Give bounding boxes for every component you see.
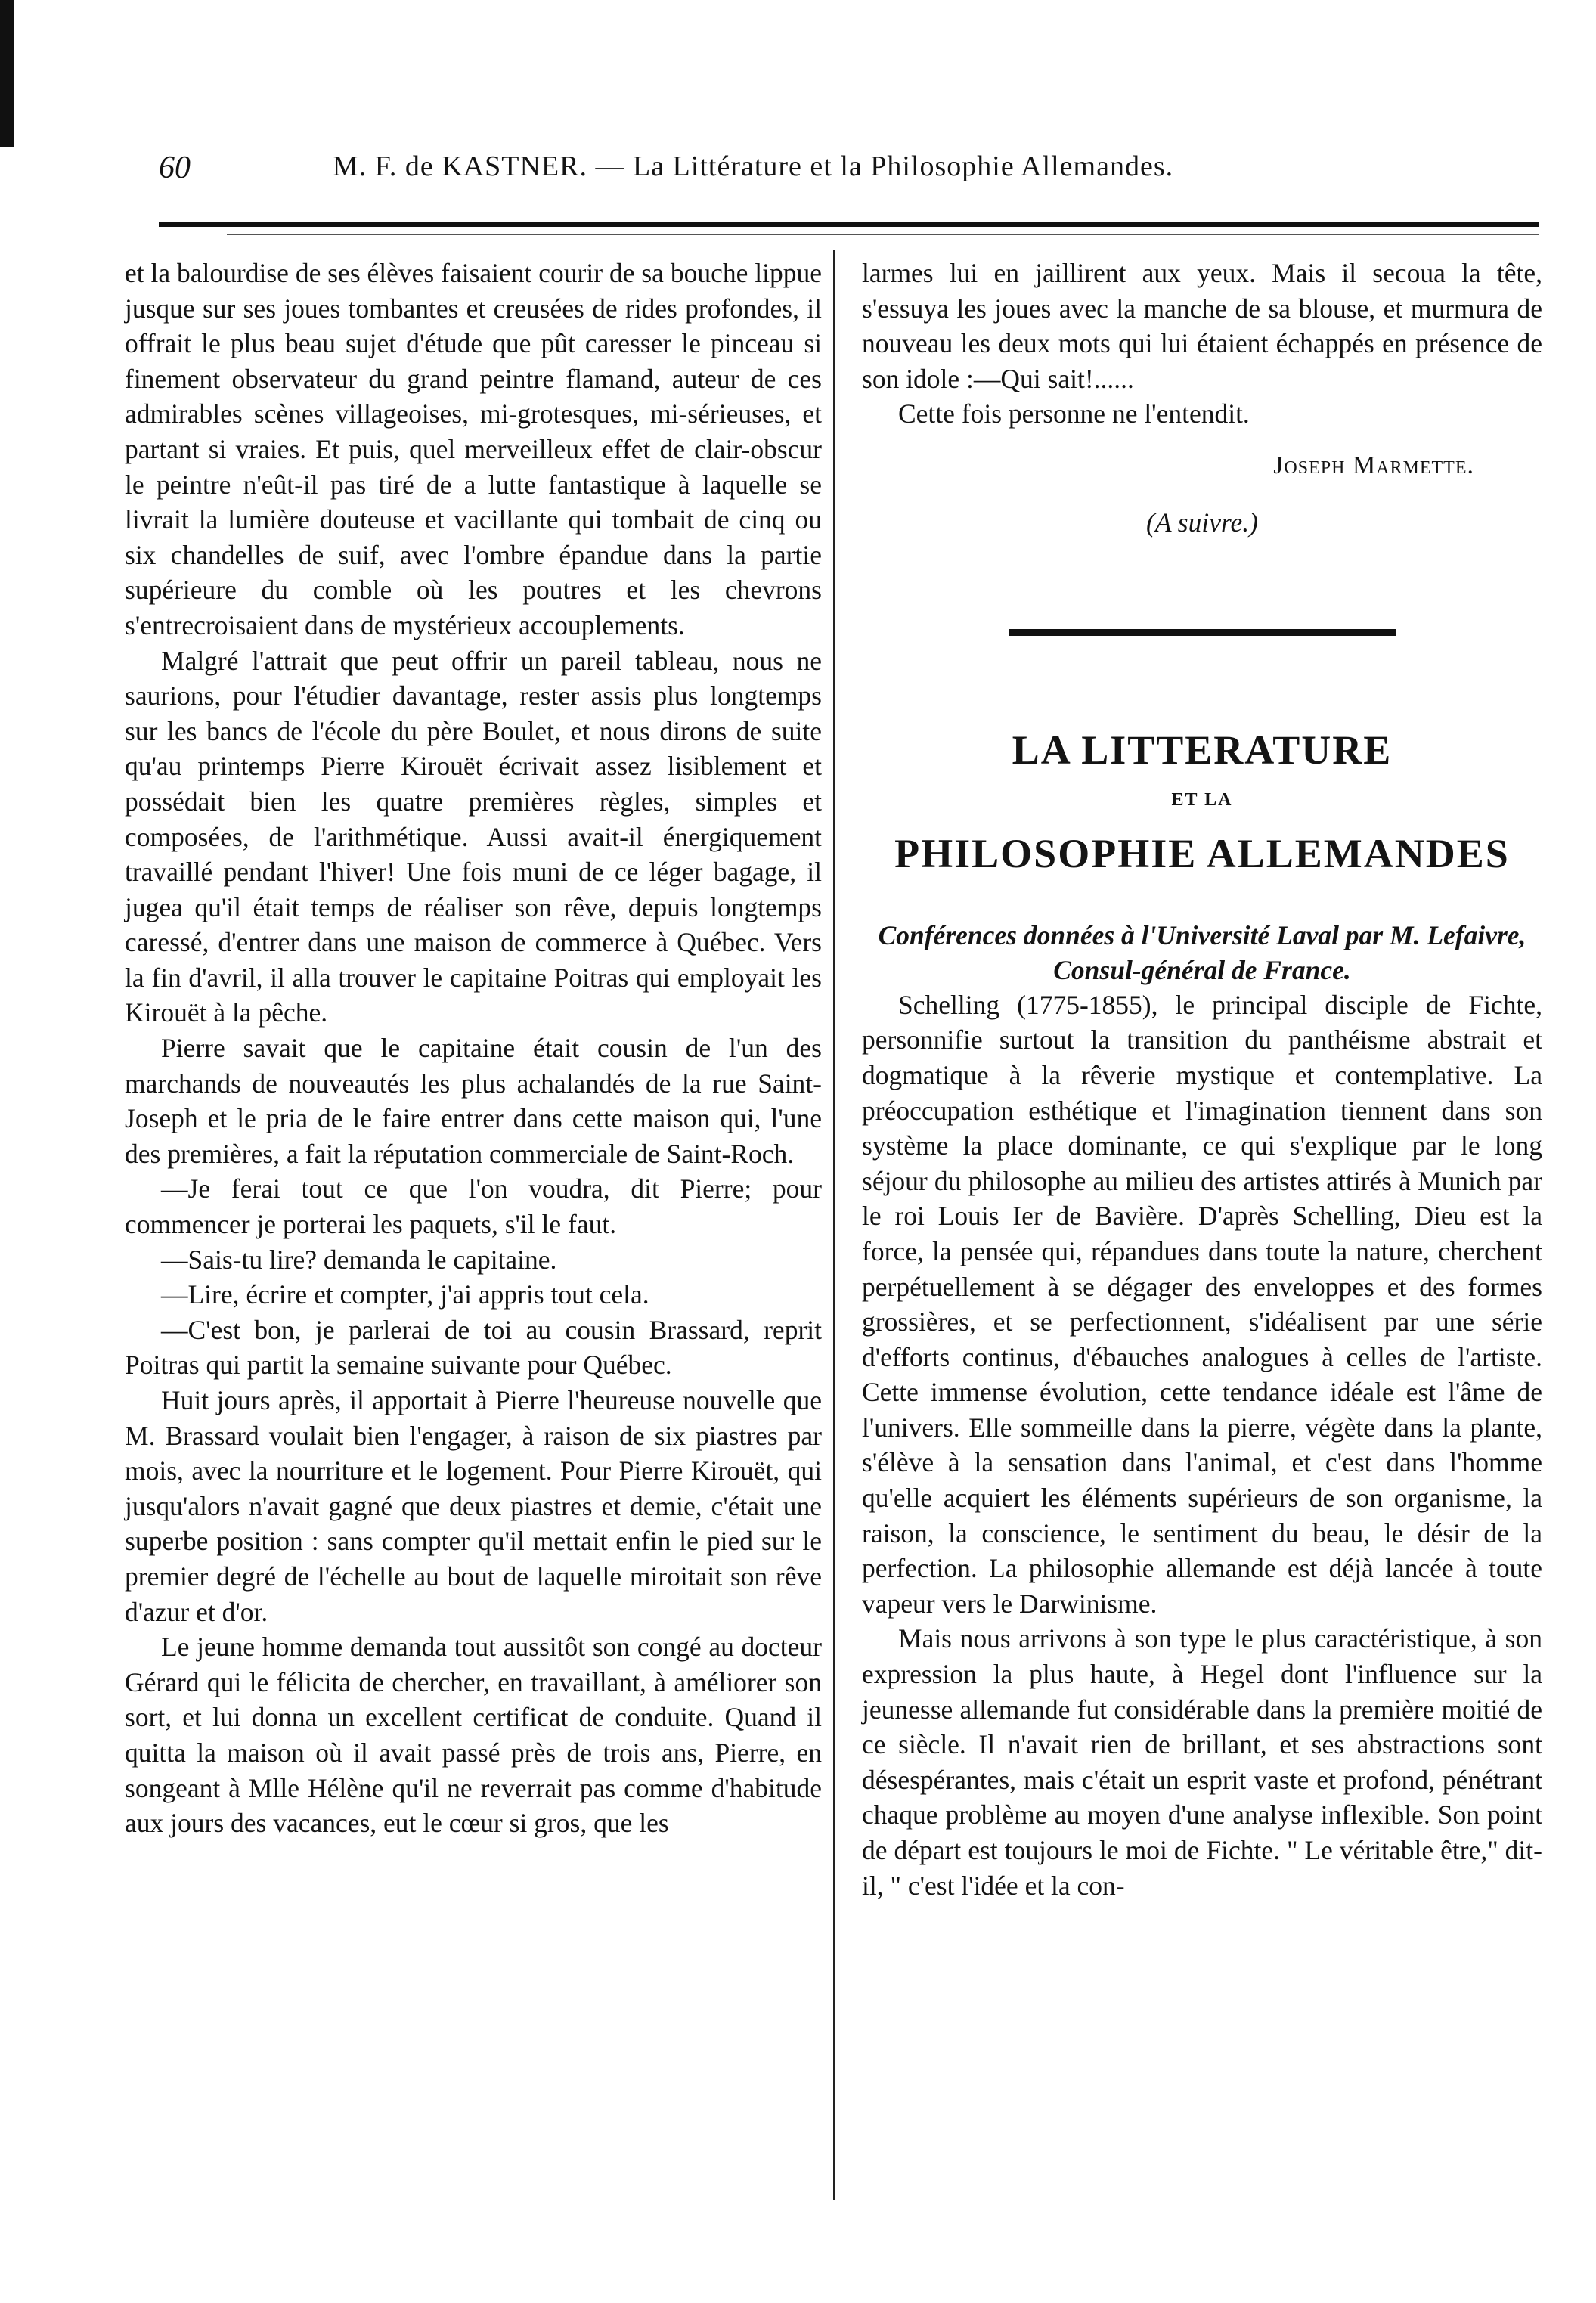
left-paragraph: et la balourdise de ses élèves faisaient courir de sa bouche lippue jusque sur ses joues tombantes et creusées de rides profondes, il offrait le plus beau sujet d'étude que pût caresser le pinceau si finement observateur du grand peintre flamand, auteur de ces admirables scènes villageoises, mi-grotesques, mi-sérieuses, et partant si vraies. Et puis, quel merveilleux effet de clair-obscur le peintre n'eût-il pas tiré de a lutte fantastique à laquelle se livrait la lumière douteuse et vacillante qui tombait de cinq ou six chandelles de suif, avec l'ombre épandue dans la partie supérieure du comble où les poutres et les chevrons s'entrecroisaient dans de mystérieux accouplements. xyxy=(125,258,822,640)
article-title: LA LITTERATURE xyxy=(1012,727,1393,773)
left-paragraph: —Lire, écrire et compter, j'ai appris tout cela. xyxy=(161,1279,649,1310)
author-signature: Joseph Marmette. xyxy=(1273,451,1474,479)
left-paragraph: Huit jours après, il apportait à Pierre l'heureuse nouvelle que M. Brassard voulait bien l'engager, à raison de six piastres par mois, avec la nourriture et le logement. Pour Pierre Kirouët, qui jusqu'alors n'avait gagné que deux piastres et demie, c'était une superbe position : sans compter qu'il mettait enfin le pied sur le premier degré de l'échelle au bout de laquelle miroitait son rêve d'azur et d'or. xyxy=(125,1385,822,1627)
article-title-conjunction: ET LA xyxy=(1171,790,1233,811)
header-rule xyxy=(159,222,1539,227)
to-be-continued: (A suivre.) xyxy=(1146,507,1258,538)
column-divider xyxy=(833,250,835,2200)
left-paragraph: Le jeune homme demanda tout aussitôt son congé au docteur Gérard qui le félicita de chercher, en travaillant, à améliorer son sort, et lui donna un excellent certificat de conduite. Quand il quitta la maison où il avait passé près de trois ans, Pierre, en songeant à Mlle Hélène qu'il ne reverrait pas comme d'habitude aux jours des vacances, eut le cœur si gros, que les xyxy=(125,1632,822,1839)
left-column xyxy=(125,256,822,1841)
right-column xyxy=(862,256,1542,1903)
page-header xyxy=(159,150,1542,195)
article-paragraph: Schelling (1775-1855), le principal disciple de Fichte, personnifie surtout la transition du panthéisme abstrait et dogmatique à la rêverie mystique et contemplative. La préoccupation esthétique et l'imagination tiennent dans son système la place dominante, ce qui s'explique par le long séjour du philosophe au milieu des artistes attirés à Munich par le roi Louis Ier de Bavière. D'après Schelling, Dieu est la force, la pensée qui, répandues dans toute la nature, cherchent perpétuellement à se dégager des enveloppes et des formes grossières, et se perfectionnent, s'idéalisent par une série d'efforts continus, d'ébauches analogues à celles de l'artiste. Cette immense évolution, cette tendance idéale est l'âme de l'univers. Elle sommeille dans la pierre, végète dans la plante, s'élève à la sensation dans l'animal, et c'est dans l'homme qu'elle acquiert les éléments supérieurs de son organisme, la raison, la conscience, le sentiment du beau, le désir de la perfection. La philosophie allemande est déjà lancée à toute vapeur vers le Darwinisme. xyxy=(862,989,1542,1619)
left-paragraph: —Sais-tu lire? demanda le capitaine. xyxy=(161,1244,557,1275)
article-byline: Conférences données à l'Université Laval par M. Lefaivre, Consul-général de France. xyxy=(878,919,1526,985)
left-paragraph: —Je ferai tout ce que l'on voudra, dit Pierre; pour commencer je porterai les paquets, s'il le faut. xyxy=(125,1173,822,1240)
left-paragraph: Pierre savait que le capitaine était cousin de l'un des marchands de nouveautés les plus achalandés de la rue Saint-Joseph et le pria de le faire entrer dans cette maison qui, l'une des premières, a fait la réputation commerciale de Saint-Roch. xyxy=(125,1033,822,1169)
story-ending-paragraph: Cette fois personne ne l'entendit. xyxy=(898,398,1250,429)
left-paragraph: Malgré l'attrait que peut offrir un pareil tableau, nous ne saurions, pour l'étudier davantage, rester assis plus longtemps sur les bancs de l'école du père Boulet, et nous dirons de suite qu'au printemps Pierre Kirouët écrivait assez lisiblement et possédait bien les quatre premières règles, simples et composées, de l'arithmétique. Aussi avait-il énergiquement travaillé pendant l'hiver! Une fois muni de ce léger bagage, il jugea qu'il était temps de réaliser son rêve, depuis longtemps caressé, d'entrer dans une maison de commerce à Québec. Vers la fin d'avril, il alla trouver le capitaine Poitras qui employait les Kirouët à la pêche. xyxy=(125,645,822,1028)
header-rule-thin xyxy=(227,234,1539,235)
section-divider-rule xyxy=(1009,629,1396,636)
article-subtitle: PHILOSOPHIE ALLEMANDES xyxy=(894,830,1510,876)
left-paragraph: —C'est bon, je parlerai de toi au cousin Brassard, reprit Poitras qui partit la semaine suivante pour Québec. xyxy=(125,1314,822,1381)
page-number: 60 xyxy=(159,150,191,185)
article-paragraph: Mais nous arrivons à son type le plus caractéristique, à son expression la plus haute, à Hegel dont l'influence sur la jeunesse allemande fut considérable dans la première moitié de ce siècle. Il n'avait rien de brillant, et ses abstractions sont désespérantes, mais c'était un esprit vaste et profond, pénétrant chaque problème au moyen d'une analyse inflexible. Son point de départ est toujours le moi de Fichte. " Le véritable être," dit-il, " c'est l'idée et la con- xyxy=(862,1623,1542,1901)
page-edge-shadow xyxy=(0,0,14,147)
running-head: M. F. de KASTNER. — La Littérature et la Philosophie Allemandes. xyxy=(333,150,1174,182)
story-ending-paragraph: larmes lui en jaillirent aux yeux. Mais il secoua la tête, s'essuya les joues avec la manche de sa blouse, et murmura de nouveau les deux mots qui lui étaient échappés en présence de son idole :—Qui sait!...... xyxy=(862,258,1542,394)
